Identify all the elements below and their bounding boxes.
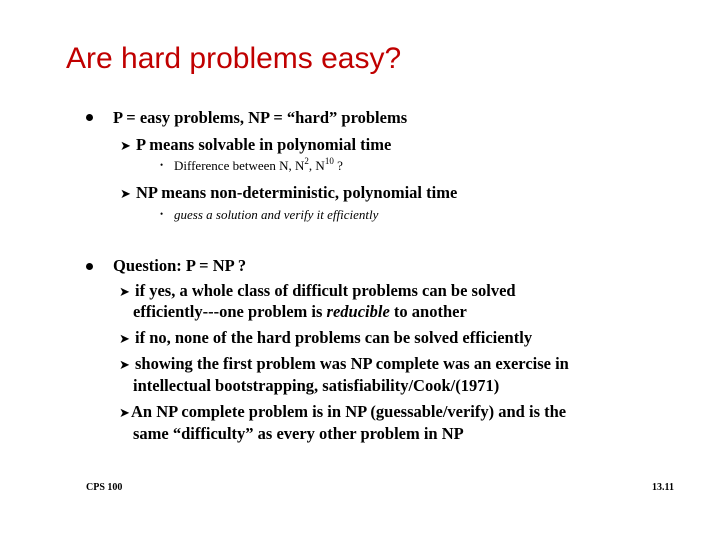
text-part: ? <box>333 158 343 173</box>
emphasis-text: reducible <box>326 302 390 321</box>
arrow-bullet-icon: ➤ <box>119 284 130 299</box>
sub-bullet-2-1 <box>119 281 516 301</box>
small-bullet-icon: • <box>160 160 164 170</box>
bullet-1-text: P = easy problems, NP = “hard” problems <box>113 108 408 127</box>
sub-bullet-1-1-text: P means solvable in polynomial time <box>136 135 392 154</box>
sub-bullet-2-4 <box>119 402 566 422</box>
text-line: if no, none of the hard problems can be solved efficiently <box>135 328 533 347</box>
bullet-dot <box>86 263 93 270</box>
arrow-bullet-icon: ➤ <box>119 357 130 372</box>
arrow-bullet-icon: ➤ <box>120 138 131 153</box>
footer-course: CPS 100 <box>86 482 123 493</box>
sub-bullet-1-2 <box>120 183 457 203</box>
sub-bullet-2-2 <box>119 328 532 348</box>
sub-bullet-2-3 <box>119 354 569 374</box>
text-line: showing the first problem was NP complete was an exercise in <box>135 354 569 373</box>
slide-title: Are hard problems easy? <box>66 42 402 75</box>
superscript: 10 <box>324 156 334 166</box>
sub-sub-bullet-1-1-1 <box>160 158 343 174</box>
text-line: if yes, a whole class of difficult problems can be solved <box>135 281 516 300</box>
bullet-2-text: Question: P = NP ? <box>113 256 247 275</box>
text-part: efficiently---one problem is <box>133 302 327 321</box>
sub-bullet-2-1-continued <box>133 302 467 322</box>
small-bullet-icon: • <box>160 209 164 219</box>
text-part: , N <box>308 158 325 173</box>
superscript: 2 <box>304 156 309 166</box>
sub-bullet-2-4-continued: same “difficulty” as every other problem in NP <box>133 424 464 443</box>
sub-sub-bullet-1-2-1 <box>160 207 378 223</box>
text-part: Difference between N, N <box>174 158 305 173</box>
footer-slide-number: 13.11 <box>652 482 674 493</box>
sub-sub-bullet-text: guess a solution and verify it efficiently <box>174 207 379 222</box>
text-line: An NP complete problem is in NP (guessable/verify) and is the <box>131 402 567 421</box>
sub-bullet-1-2-text: NP means non-deterministic, polynomial time <box>136 183 458 202</box>
text-part: to another <box>389 302 467 321</box>
sub-bullet-1-1 <box>120 135 391 155</box>
bullet-dot <box>86 114 93 121</box>
arrow-bullet-icon: ➤ <box>119 331 130 346</box>
sub-bullet-2-3-continued: intellectual bootstrapping, satisfiability/Cook/(1971) <box>133 376 500 395</box>
arrow-bullet-icon: ➤ <box>119 405 130 420</box>
arrow-bullet-icon: ➤ <box>120 186 131 201</box>
